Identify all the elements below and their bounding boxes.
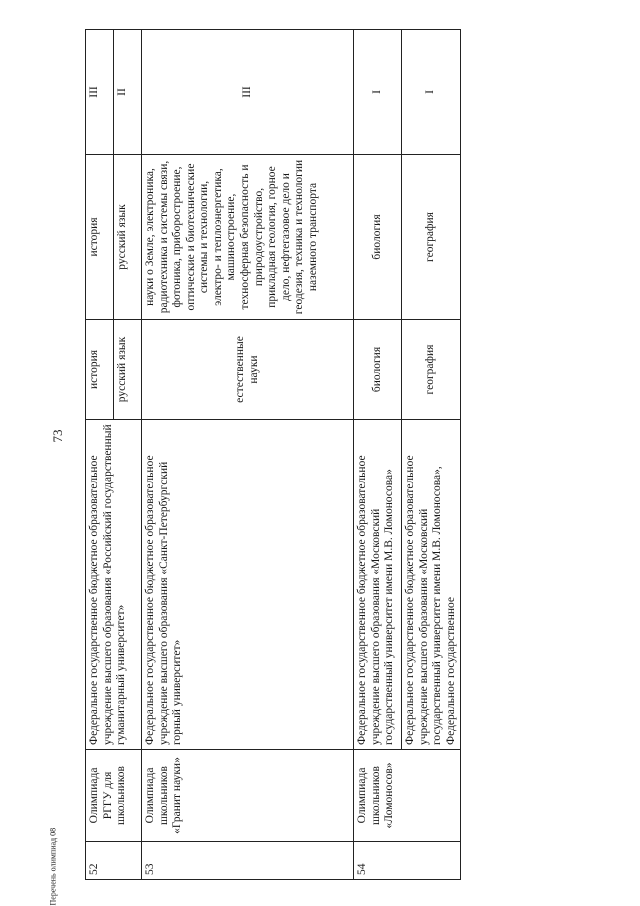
olympiad-name: Олимпиада школьников «Ломоносов» [354,750,461,842]
profile: география [402,320,461,420]
subject: биология [354,155,402,320]
organizer: Федеральное государственное бюджетное образовательное учреждение высшего образования «Российский государственный гуманитарный университет» [86,420,142,750]
subject: история [86,155,114,320]
subject: науки о Земле, электроника, радиотехника и системы связи, фотоника, приборостроение, оптические и биотехнические системы и технологии, электро- и теплоэнергетика, машиностроение, техносферная безопасность и природоустройство, прикладная геология, горное дело, нефтегазовое дело и геодезия, техника и технологии наземного транспорта [142,155,354,320]
olympiad-name: Олимпиада школьников «Гранит науки» [142,750,354,842]
level: I [402,30,461,155]
page-number: 73 [50,429,65,443]
table-row-53 [142,30,354,880]
organizer: Федеральное государственное бюджетное образовательное учреждение высшего образования «Санкт-Петербургский горный университет» [142,420,354,750]
level: II [114,30,142,155]
profile: история [86,320,114,420]
subject: русский язык [114,155,142,320]
profile: естественные науки [142,320,354,420]
table-row-54 [354,30,402,880]
level: I [354,30,402,155]
profile: русский язык [114,320,142,420]
organizer: Федеральное государственное бюджетное образовательное учреждение высшего образования «Московский государственный университет имени М.В. Ломоносова» [354,420,402,750]
table-row-52 [86,30,114,880]
row-number: 52 [86,842,142,880]
subject: география [402,155,461,320]
olympiad-table [85,29,461,880]
level: III [142,30,354,155]
rotated-table-wrapper [85,30,457,880]
organizer: Федеральное государственное бюджетное образовательное учреждение высшего образования «Московский государственный университет имени М.В. Ломоносова», Федеральное государственное [402,420,461,750]
row-number: 54 [354,842,461,880]
level: III [86,30,114,155]
olympiad-name: Олимпиада РГГУ для школьников [86,750,142,842]
footer-note: Перечень олимпиад 08 [48,827,58,906]
row-number: 53 [142,842,354,880]
profile: биология [354,320,402,420]
olympiad-list-sheet [85,30,457,880]
